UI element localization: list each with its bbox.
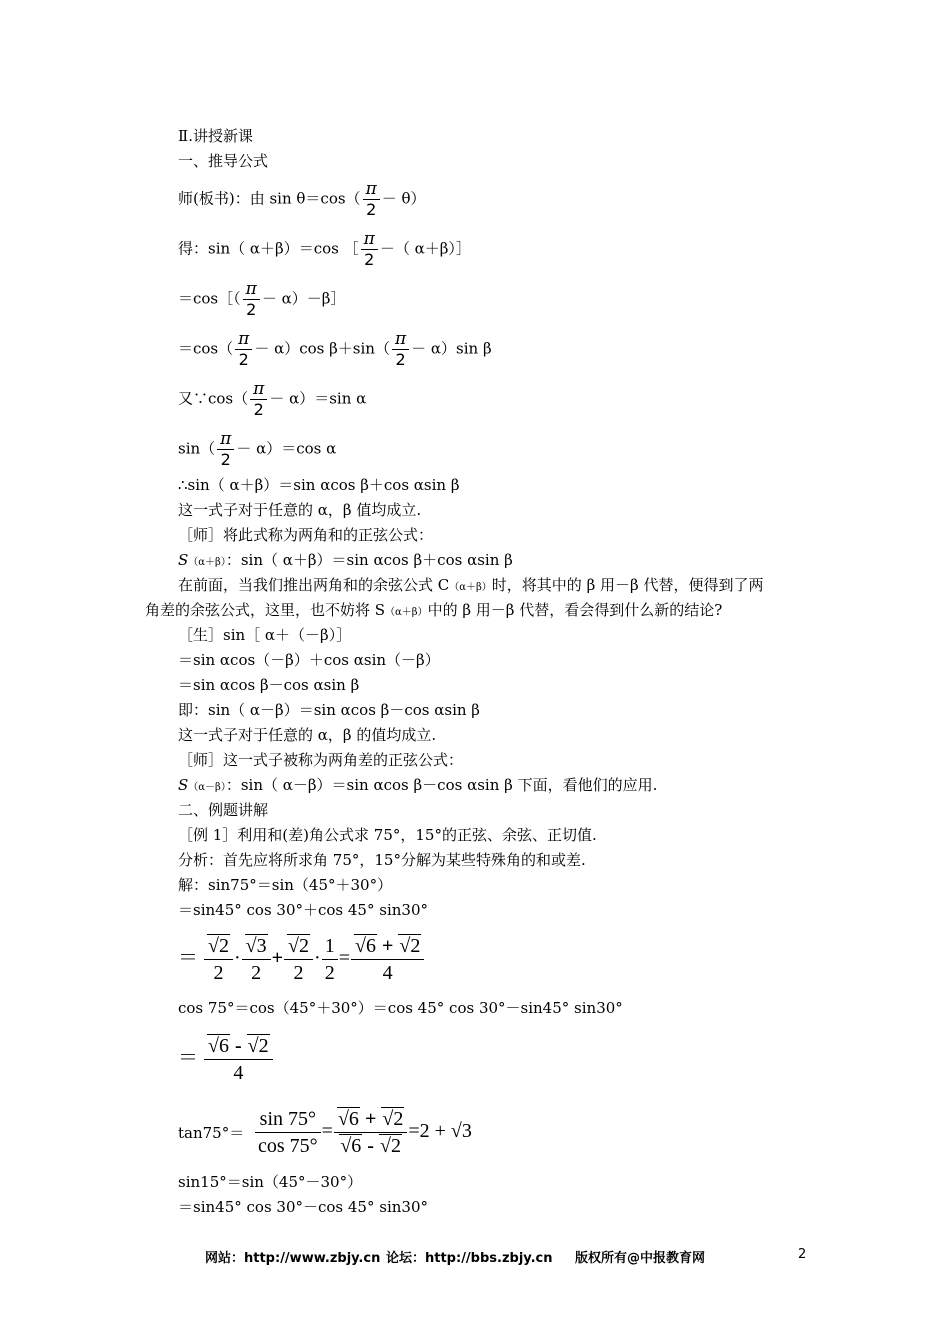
text-line: ［例 1］利用和(差)角公式求 75°，15°的正弦、余弦、正切值.	[178, 826, 597, 844]
math-equation-cos75: ＝ $\frac{√6 - √2}{4}$	[178, 1033, 274, 1086]
footer-forum-link[interactable]: 论坛：http://bbs.zbjy.cn	[386, 1251, 553, 1266]
fraction: $\frac{1}{2}$	[322, 933, 338, 986]
text-line: ［师］将此式称为两角和的正弦公式：	[178, 526, 434, 544]
formula-line: sin（ $\frac{\pi}{2}$ － α）＝cos α	[178, 429, 337, 469]
fraction: $\frac{\pi}{2}$	[243, 279, 260, 320]
page-number: 2	[798, 1247, 807, 1262]
subsection-heading: 二、例题讲解	[178, 801, 269, 819]
text-line: 角差的余弦公式，这里，也不妨将 S（α＋β）中的 β 用－β 代替，看会得到什么新的结论?	[145, 601, 723, 619]
fraction: $\frac{√6 + √2}{4}$	[351, 933, 424, 986]
formula-line: ＝cos［（ $\frac{\pi}{2}$ － α）－β］	[178, 279, 346, 319]
fraction: $\frac{√2}{2}$	[204, 933, 233, 986]
text-line: 分析：首先应将所求角 75°，15°分解为某些特殊角的和或差.	[178, 851, 586, 869]
formula-line: 师(板书)：由 sin θ＝cos（ $\frac{\pi}{2}$ － θ）	[178, 179, 426, 219]
math-equation-sin75: ＝ $\frac{√2}{2}$ · $\frac{√3}{2}$ + $\frac{√2}{2}$ · $\frac{1}{2}$ = $\frac{√6 + √2}{4}$	[178, 933, 425, 986]
text-line: 这一式子对于任意的 α，β 的值均成立.	[178, 726, 437, 744]
fraction: $\frac{\pi}{2}$	[217, 429, 234, 470]
text-line: ＝sin αcos β－cos αsin β	[178, 676, 360, 694]
text-line: 在前面，当我们推出两角和的余弦公式 C（α＋β）时，将其中的 β 用－β 代替，便得到了两	[178, 576, 764, 594]
formula-line: 得：sin（ α＋β）＝cos ［ $\frac{\pi}{2}$ －（ α＋β）］	[178, 229, 471, 269]
fraction: $\frac{√6 + √2}{√6 - √2}$	[334, 1106, 407, 1159]
fraction: $\frac{\pi}{2}$	[392, 329, 409, 370]
footer-website-link[interactable]: 网站：http://www.zbjy.cn	[205, 1251, 381, 1266]
math-equation-tan75: $\frac{\sin 75^\circ}{\cos 75^\circ}$ = $\frac{√6 + √2}{√6 - √2}$ =2 + √3	[254, 1106, 472, 1159]
fraction: $\frac{\pi}{2}$	[235, 329, 252, 370]
text-line: S（α－β）：sin（ α－β）＝sin αcos β－cos αsin β 下面，看他们的应用.	[178, 776, 658, 794]
fraction: $\frac{√2}{2}$	[284, 933, 313, 986]
fraction: $\frac{\pi}{2}$	[361, 229, 378, 270]
fraction: $\frac{√6 - √2}{4}$	[204, 1033, 273, 1086]
text-line: ＝sin45° cos 30°－cos 45° sin30°	[178, 1198, 428, 1216]
text-line: 解：sin75°＝sin（45°＋30°）	[178, 876, 393, 894]
subsection-heading: 一、推导公式	[178, 152, 269, 170]
text-line: cos 75°＝cos（45°＋30°）＝cos 45° cos 30°－sin45° sin30°	[178, 999, 623, 1017]
fraction: $\frac{\pi}{2}$	[250, 379, 267, 420]
text-line: sin15°＝sin（45°－30°）	[178, 1173, 363, 1191]
text-line: ［生］sin［ α＋（－β）］	[178, 626, 352, 644]
footer-copyright: 版权所有@中报教育网	[575, 1251, 706, 1266]
text-line: 即：sin（ α－β）＝sin αcos β－cos αsin β	[178, 701, 480, 719]
text-line: 这一式子对于任意的 α，β 值均成立.	[178, 501, 422, 519]
fraction: $\frac{\pi}{2}$	[363, 179, 380, 220]
formula-line: 又∵cos（ $\frac{\pi}{2}$ － α）＝sin α	[178, 379, 367, 419]
fraction: $\frac{\sin 75^\circ}{\cos 75^\circ}$	[255, 1106, 321, 1159]
text-line: ［师］这一式子被称为两角差的正弦公式：	[178, 751, 464, 769]
text-line: ＝sin αcos（－β）＋cos αsin（－β）	[178, 651, 440, 669]
text-line: ＝sin45° cos 30°＋cos 45° sin30°	[178, 901, 428, 919]
text-line: S（α＋β）：sin（ α＋β）＝sin αcos β＋cos αsin β	[178, 551, 513, 569]
formula-line: ＝cos（ $\frac{\pi}{2}$ － α）cos β＋sin（ $\frac{\pi}{2}$ － α）sin β	[178, 329, 492, 369]
text-line: tan75°＝	[178, 1124, 245, 1142]
fraction: $\frac{√3}{2}$	[242, 933, 271, 986]
text-line: ∴sin（ α＋β）＝sin αcos β＋cos αsin β	[178, 476, 460, 494]
section-heading: Ⅱ.讲授新课	[178, 127, 253, 145]
